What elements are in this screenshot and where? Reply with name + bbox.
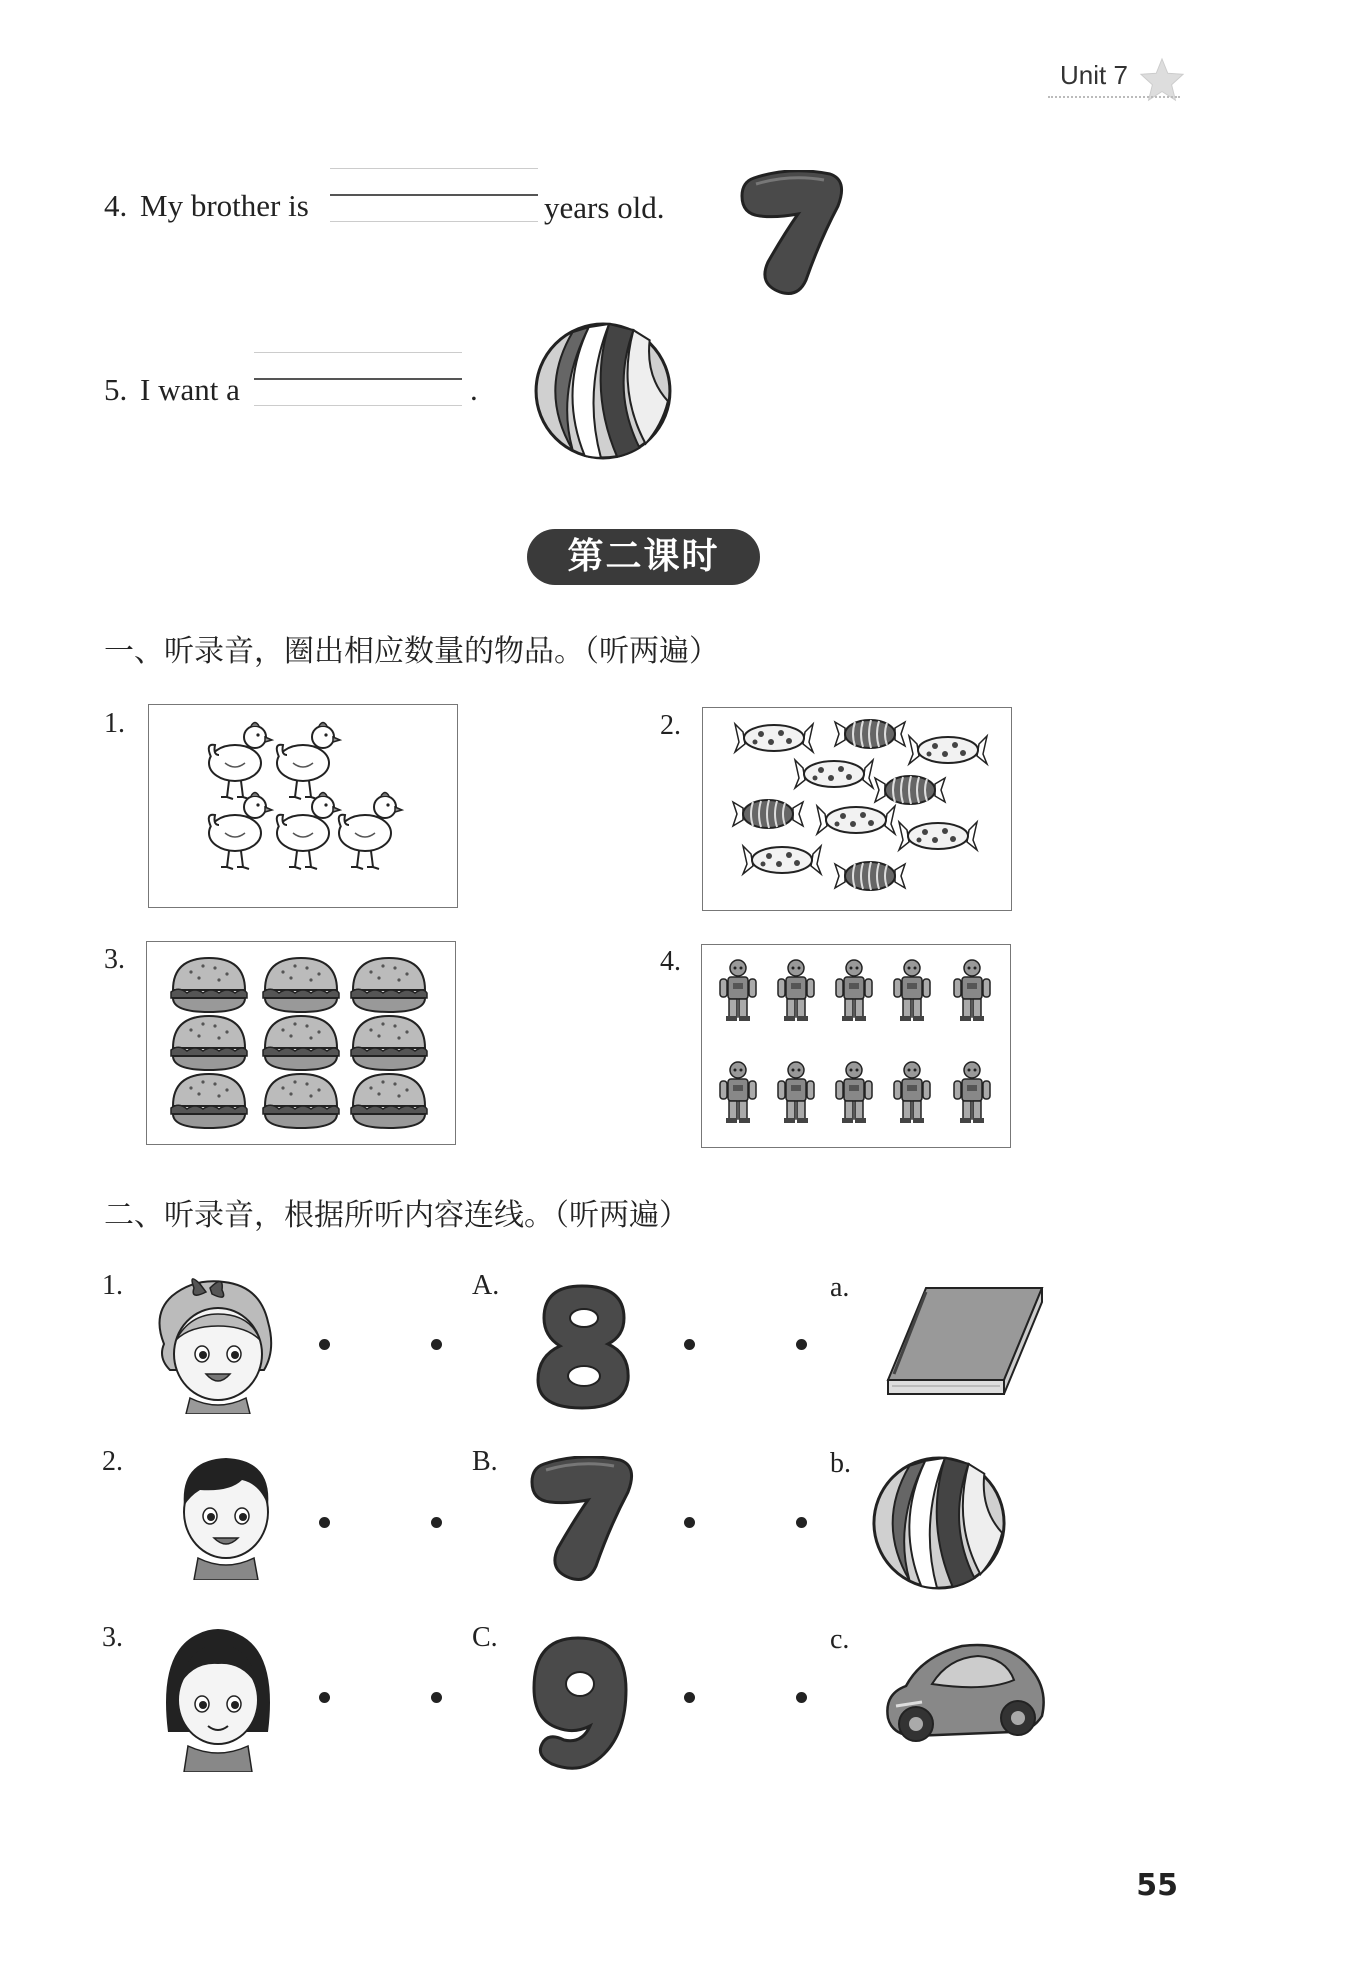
number-nine-picture (530, 1636, 630, 1776)
robots-picture (702, 945, 1010, 1147)
match-dot-object-c[interactable] (796, 1692, 807, 1703)
number-c-label: C. (472, 1622, 498, 1653)
number-seven-picture-b (530, 1456, 640, 1588)
question-4-answer-lines[interactable] (330, 168, 538, 247)
match-dot-person-1[interactable] (319, 1339, 330, 1350)
person-3-label: 3. (102, 1622, 123, 1653)
match-dot-object-b[interactable] (796, 1517, 807, 1528)
number-b-label: B. (472, 1446, 498, 1477)
question-5-text: I want a (140, 372, 240, 407)
part-1-instruction: 一、听录音，圈出相应数量的物品。（听两遍） (104, 634, 719, 669)
toy-car-picture (882, 1636, 1052, 1750)
lesson-title: 第二课时 (527, 529, 760, 585)
number-a-label: A. (472, 1270, 500, 1301)
match-dot-number-b-left[interactable] (431, 1517, 442, 1528)
object-b-label: b. (830, 1448, 851, 1479)
question-4-text: My brother is (140, 188, 309, 223)
chickens-picture (149, 705, 457, 907)
candies-picture-box[interactable] (702, 707, 1012, 911)
hamburgers-picture (147, 942, 455, 1144)
item-1-number: 1. (104, 708, 125, 739)
girl-with-bob-hair-picture (158, 1622, 278, 1772)
question-4-number: 4. (104, 188, 128, 223)
question-4-text-end: years old. (544, 190, 665, 225)
question-5-text-end: . (470, 372, 478, 407)
item-2-number: 2. (660, 710, 681, 741)
person-2-label: 2. (102, 1446, 123, 1477)
object-c-label: c. (830, 1624, 850, 1655)
match-dot-number-c-left[interactable] (431, 1692, 442, 1703)
question-5-number: 5. (104, 372, 128, 407)
page-number: 55 (1136, 1868, 1178, 1903)
number-eight-picture (534, 1284, 634, 1412)
match-dot-number-a-left[interactable] (431, 1339, 442, 1350)
match-dot-person-2[interactable] (319, 1517, 330, 1528)
girl-with-bow-picture (150, 1274, 284, 1414)
match-dot-number-c-right[interactable] (684, 1692, 695, 1703)
question-5-answer-lines[interactable] (254, 352, 462, 431)
robots-picture-box[interactable] (701, 944, 1011, 1148)
hamburgers-picture-box[interactable] (146, 941, 456, 1145)
candies-picture (703, 708, 1011, 910)
part-2-instruction: 二、听录音，根据所听内容连线。（听两遍） (104, 1198, 689, 1233)
header-divider (1048, 96, 1180, 98)
chickens-picture-box[interactable] (148, 704, 458, 908)
person-1-label: 1. (102, 1270, 123, 1301)
object-a-label: a. (830, 1272, 850, 1303)
book-picture (886, 1284, 1046, 1404)
match-dot-number-b-right[interactable] (684, 1517, 695, 1528)
unit-label: Unit 7 (1060, 60, 1128, 90)
match-dot-object-a[interactable] (796, 1339, 807, 1350)
boy-picture (170, 1450, 280, 1580)
ball-picture (532, 320, 674, 462)
ball-picture-b (870, 1454, 1008, 1592)
item-4-number: 4. (660, 946, 681, 977)
number-seven-picture (740, 170, 850, 302)
match-dot-person-3[interactable] (319, 1692, 330, 1703)
match-dot-number-a-right[interactable] (684, 1339, 695, 1350)
item-3-number: 3. (104, 944, 125, 975)
